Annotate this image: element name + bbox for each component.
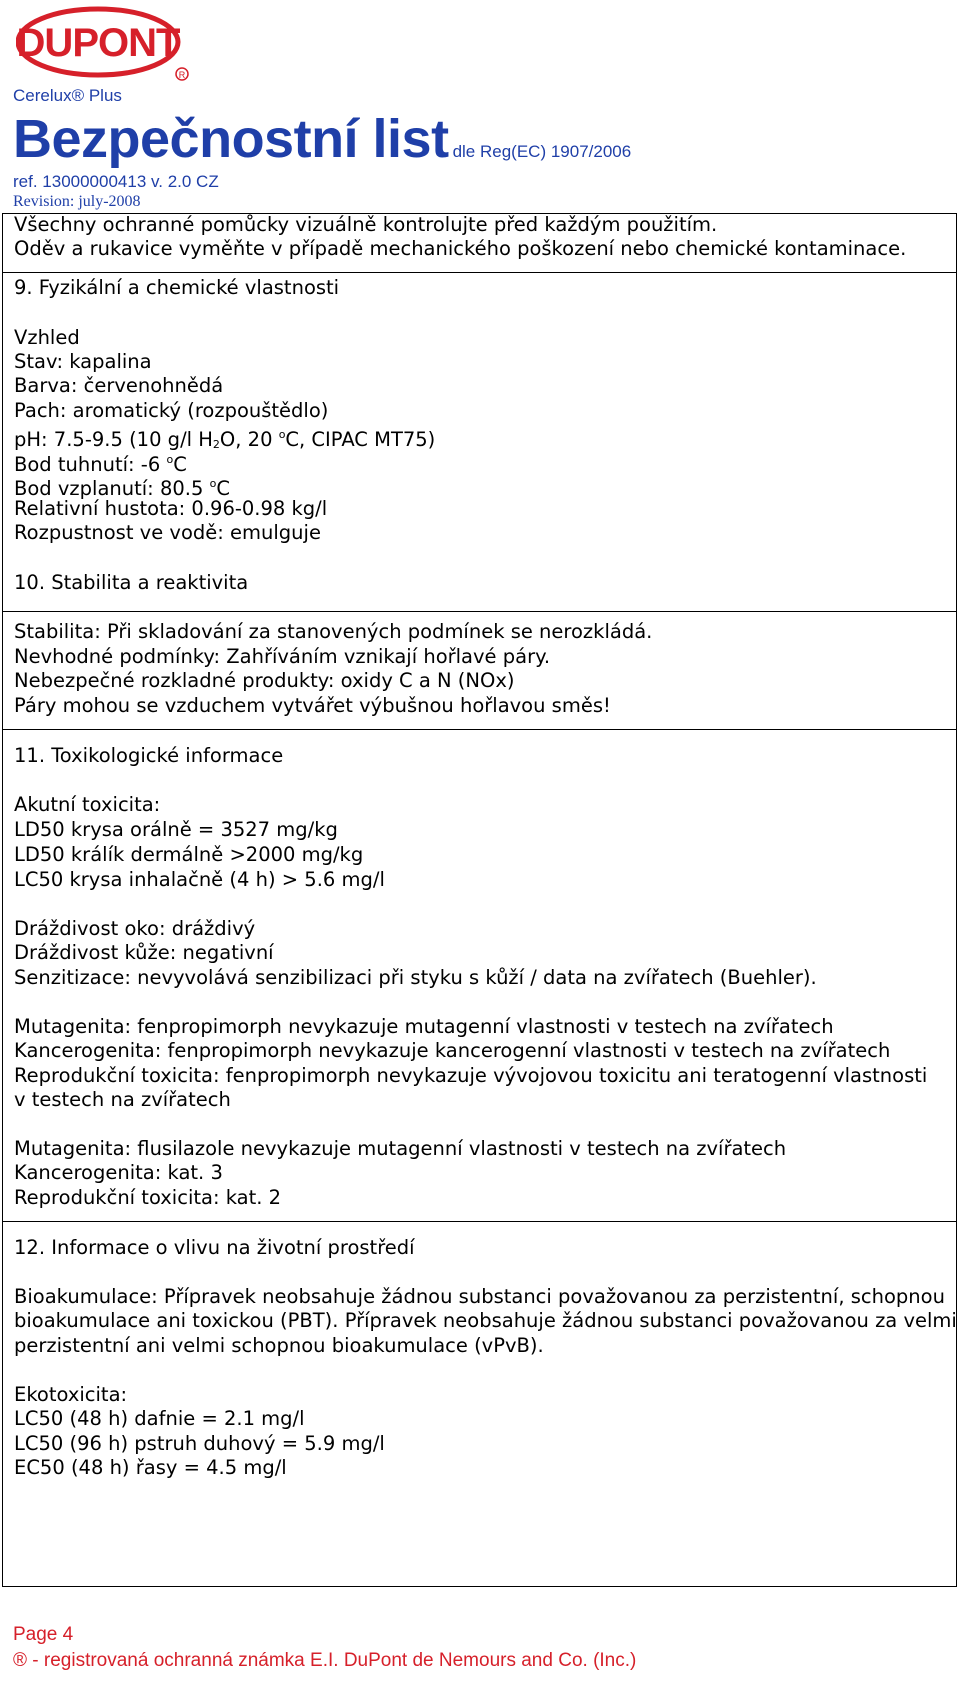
sec11-fen-repro-2: v testech na zvířatech <box>14 1088 231 1111</box>
sec12-bio-2: bioakumulace ani toxickou (PBT). Přípravek neobsahuje žádnou substanci považovanou za velmi <box>14 1309 957 1332</box>
sec12-algae: EC50 (48 h) řasy = 4.5 mg/l <box>14 1456 287 1479</box>
sec9-density: Relativní hustota: 0.96-0.98 kg/l <box>14 497 328 520</box>
sec11-ld50-oral: LD50 krysa orálně = 3527 mg/kg <box>14 818 338 841</box>
sec12-daphnia: LC50 (48 h) dafnie = 2.1 mg/l <box>14 1407 305 1430</box>
sec11-fen-repro-1: Reprodukční toxicita: fenpropimorph nevykazuje vývojovou toxicitu ani teratogenní vlastnosti <box>14 1064 928 1087</box>
section-divider <box>3 729 956 730</box>
sec11-ld50-dermal: LD50 králík dermálně >2000 mg/kg <box>14 843 364 866</box>
sec11-fen-mutagenicity: Mutagenita: fenpropimorph nevykazuje mutagenní vlastnosti v testech na zvířatech <box>14 1015 834 1038</box>
sec9-color: Barva: červenohnědá <box>14 374 224 397</box>
section-divider <box>3 272 956 273</box>
svg-text:R: R <box>178 70 186 80</box>
sec12-bio-3: perzistentní ani velmi schopnou bioakumulace (vPvB). <box>14 1334 544 1357</box>
sec12-ecotox: Ekotoxicita: <box>14 1383 128 1406</box>
logo-text: DUPONT <box>16 21 180 65</box>
sec11-flu-carcinogenicity: Kancerogenita: kat. 3 <box>14 1161 223 1184</box>
sec9-state: Stav: kapalina <box>14 350 152 373</box>
sec10-line-1: Stabilita: Při skladování za stanovených podmínek se nerozkládá. <box>14 620 653 643</box>
section-divider <box>3 1221 956 1222</box>
page-number: Page 4 <box>13 1624 74 1645</box>
sec10-line-3: Nebezpečné rozkladné produkty: oxidy C a N (NOx) <box>14 669 515 692</box>
sec10-heading: 10. Stabilita a reaktivita <box>14 571 249 594</box>
sec8-line-1: Všechny ochranné pomůcky vizuálně kontrolujte před každým použitím. <box>14 213 718 236</box>
sec9-heading: 9. Fyzikální a chemické vlastnosti <box>14 276 340 299</box>
document-title: Bezpečnostní list <box>13 109 449 169</box>
content-box <box>2 213 957 1587</box>
document-subtitle: dle Reg(EC) 1907/2006 <box>452 142 632 161</box>
sec11-eye: Dráždivost oko: dráždivý <box>14 917 256 940</box>
sec9-pour-point: Bod tuhnutí: -6 $^o$C <box>14 453 187 476</box>
trademark-notice: ® - registrovaná ochranná známka E.I. DuPont de Nemours and Co. (Inc.) <box>13 1650 637 1671</box>
sec11-heading: 11. Toxikologické informace <box>14 744 284 767</box>
sec11-flu-repro: Reprodukční toxicita: kat. 2 <box>14 1186 282 1209</box>
sec8-line-2: Oděv a rukavice vyměňte v případě mechanického poškození nebo chemické kontaminace. <box>14 237 907 260</box>
sec11-flu-mutagenicity: Mutagenita: flusilazole nevykazuje mutagenní vlastnosti v testech na zvířatech <box>14 1137 787 1160</box>
sec9-flash-point: Bod vzplanutí: 80.5 $^o$C <box>14 477 230 500</box>
sec10-line-2: Nevhodné podmínky: Zahříváním vznikají hořlavé páry. <box>14 645 551 668</box>
revision-date: Revision: july-2008 <box>13 193 141 210</box>
sec9-solubility: Rozpustnost ve vodě: emulguje <box>14 521 321 544</box>
sec9-appearance: Vzhled <box>14 326 80 349</box>
sec11-acute: Akutní toxicita: <box>14 793 161 816</box>
dupont-logo <box>16 6 192 82</box>
section-divider <box>3 611 956 612</box>
sec10-line-4: Páry mohou se vzduchem vytvářet výbušnou hořlavou směs! <box>14 694 611 717</box>
sec12-trout: LC50 (96 h) pstruh duhový = 5.9 mg/l <box>14 1432 385 1455</box>
sec12-heading: 12. Informace o vlivu na životní prostředí <box>14 1236 415 1259</box>
sec11-skin: Dráždivost kůže: negativní <box>14 941 274 964</box>
product-name: Cerelux® Plus <box>13 86 122 105</box>
sec11-lc50-inhal: LC50 krysa inhalačně (4 h) > 5.6 mg/l <box>14 868 385 891</box>
sec11-sensitization: Senzitizace: nevyvolává senzibilizaci při styku s kůží / data na zvířatech (Buehler). <box>14 966 817 989</box>
sec9-odor: Pach: aromatický (rozpouštědlo) <box>14 399 329 422</box>
title-row <box>13 108 631 170</box>
reference-number: ref. 13000000413 v. 2.0 CZ <box>13 172 219 191</box>
sec12-bio-1: Bioakumulace: Přípravek neobsahuje žádnou substanci považovanou za perzistentní, schopnou <box>14 1285 945 1308</box>
sec9-ph: pH: 7.5-9.5 (10 g/l $H_2O$, 20 $^o$C, CIPAC MT75) <box>14 428 436 451</box>
sec11-fen-carcinogenicity: Kancerogenita: fenpropimorph nevykazuje kancerogenní vlastnosti v testech na zvířatech <box>14 1039 891 1062</box>
